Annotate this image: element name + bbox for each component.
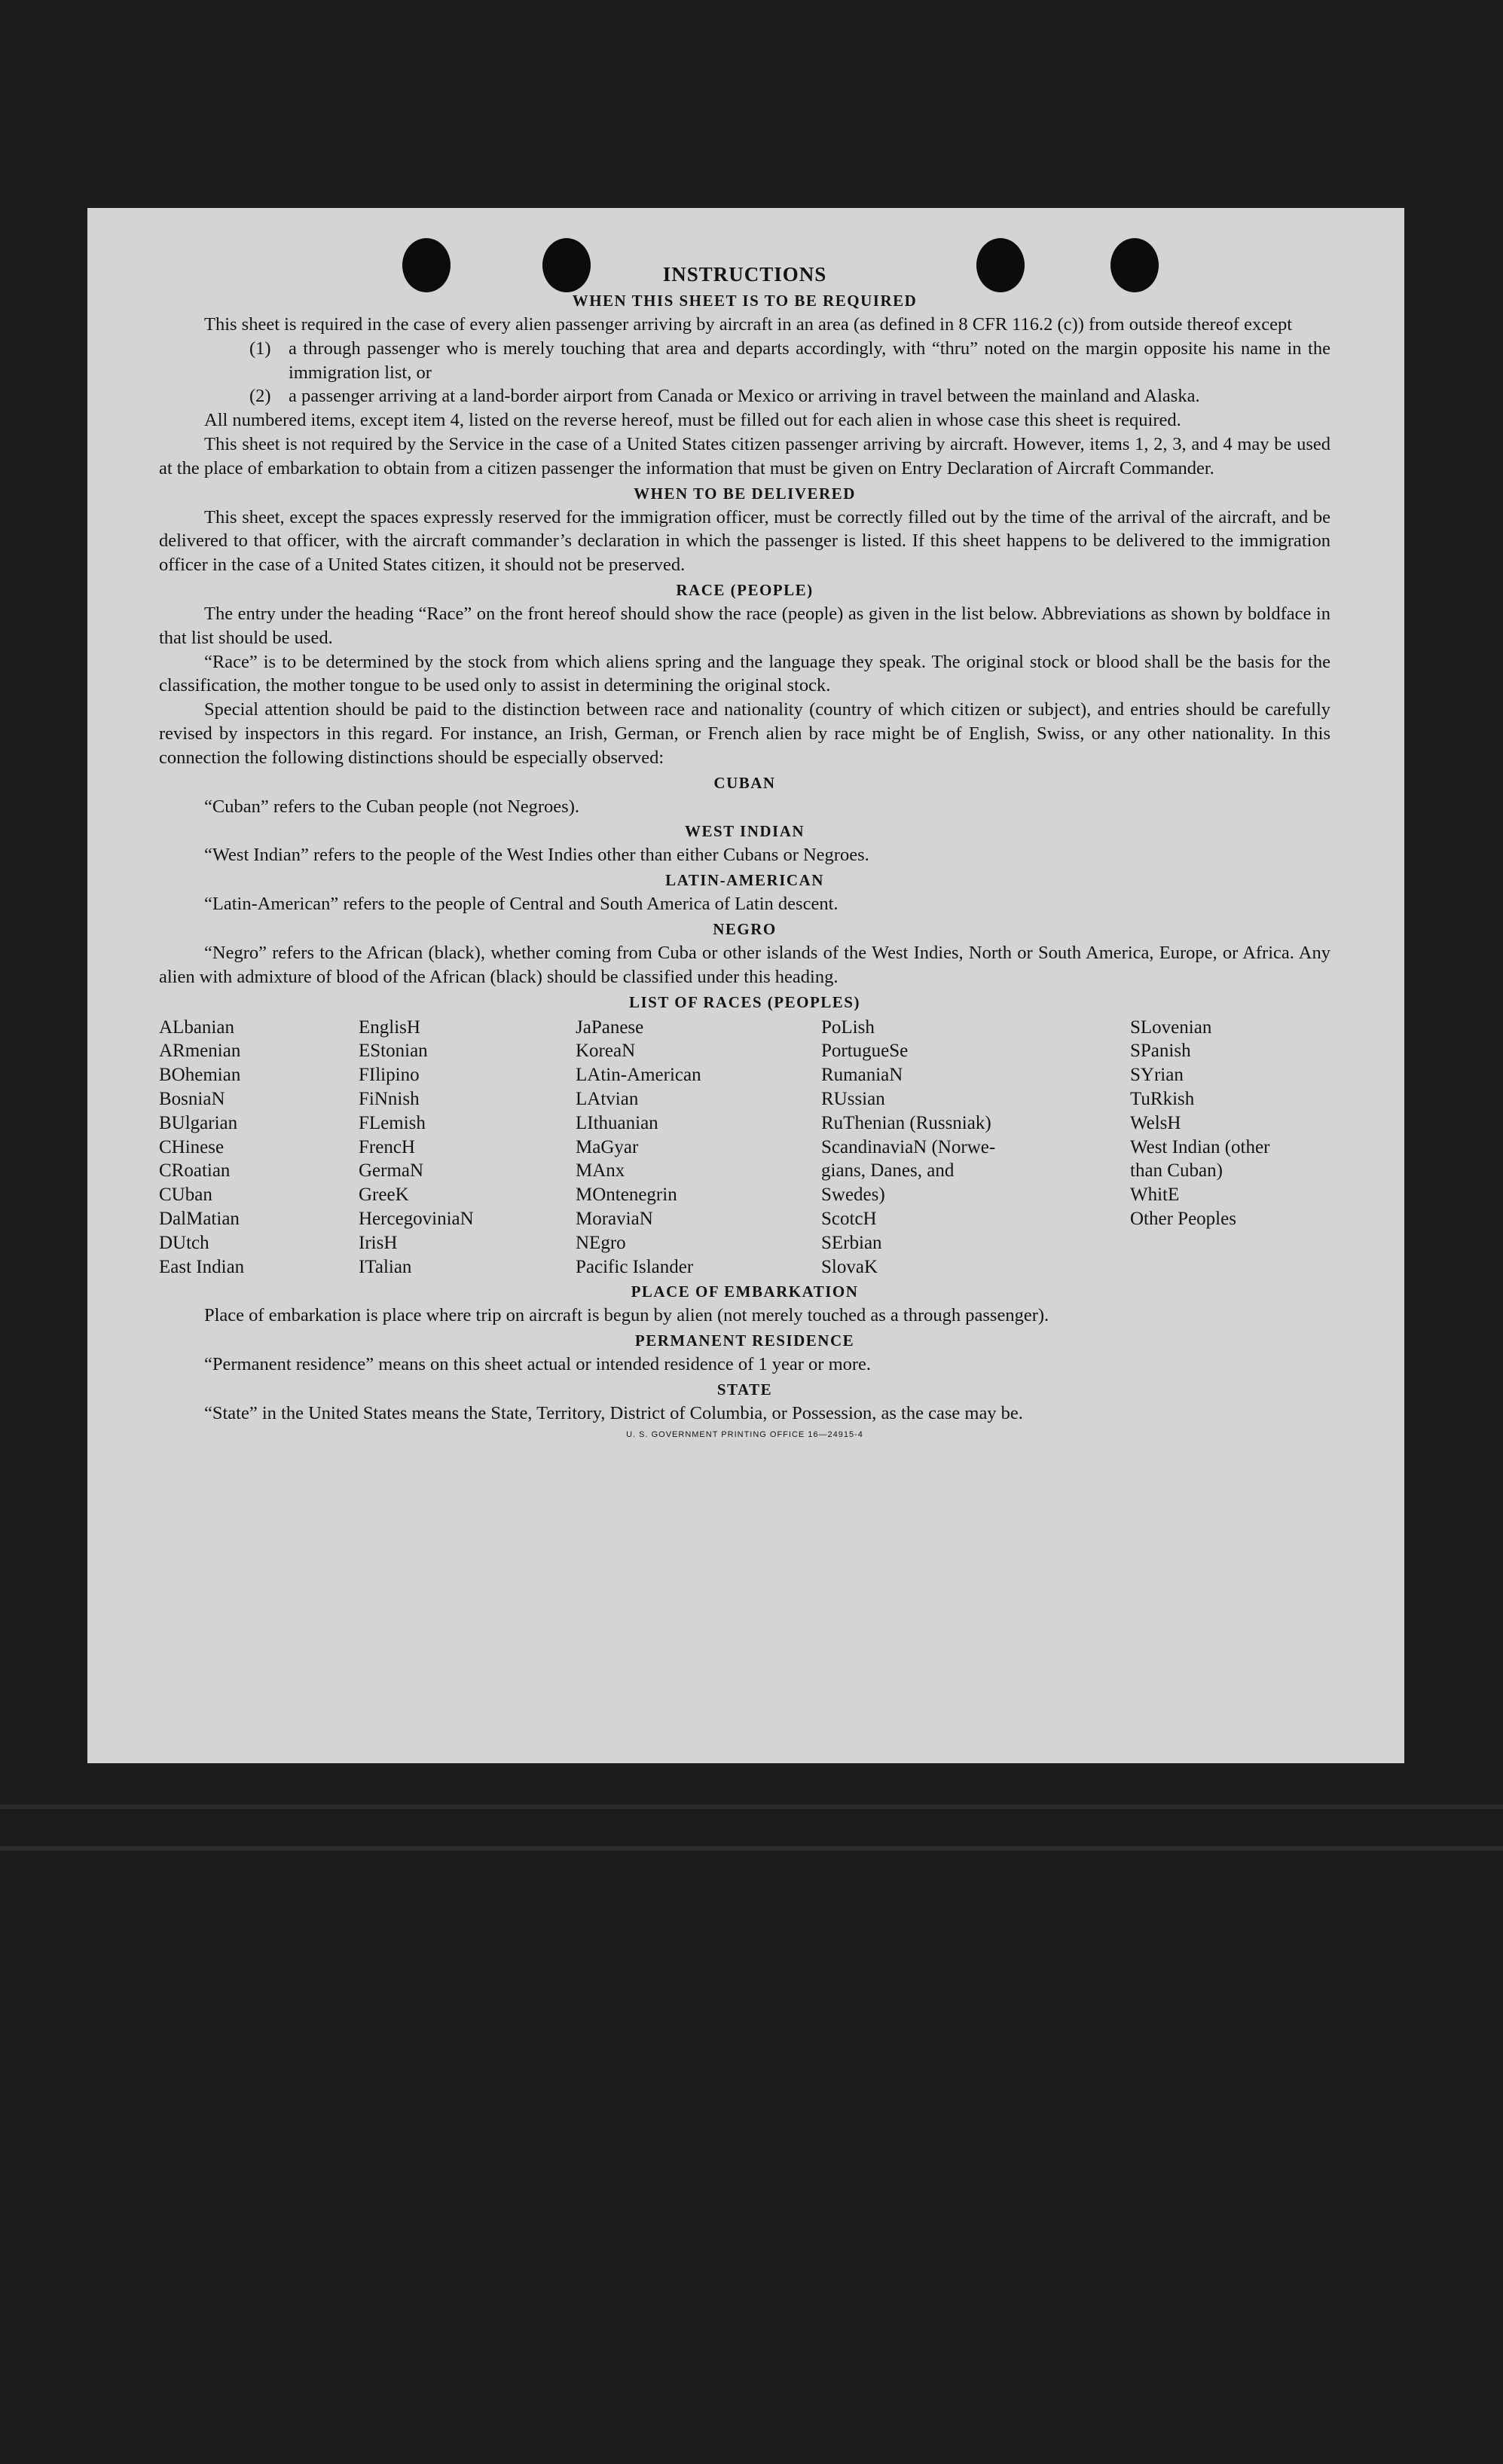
races-list: [159, 1016, 1330, 1279]
section-heading: WHEN THIS SHEET IS TO BE REQUIRED: [572, 292, 918, 310]
paragraph: “Cuban” refers to the Cuban people (not Negroes).: [204, 796, 579, 817]
race-entry: DUtch: [159, 1232, 209, 1253]
race-entry: SErbian: [821, 1232, 882, 1253]
races-heading: LIST OF RACES (PEOPLES): [629, 992, 860, 1011]
race-entry: BUlgarian: [159, 1112, 238, 1133]
race-entry: Other Peoples: [1130, 1208, 1236, 1229]
section-heading: STATE: [716, 1380, 773, 1399]
item-number: (2): [249, 386, 271, 407]
section-heading: PLACE OF EMBARKATION: [631, 1282, 859, 1301]
race-entry: ScandinaviaN (Norwe- gians, Danes, and Swedes): [821, 1136, 996, 1206]
race-entry: CHinese: [159, 1136, 225, 1157]
race-entry: SlovaK: [821, 1256, 878, 1277]
item-text: a through passenger who is merely touching that area and departs accordingly, with “thru” noted on the margin opposite his name in the immigration list, or: [289, 338, 1330, 383]
races-column: [359, 1016, 576, 1279]
race-entry: SLovenian: [1130, 1016, 1212, 1038]
race-entry: WhitE: [1130, 1185, 1180, 1206]
race-entry: RuThenian (Russniak): [821, 1112, 991, 1133]
race-entry: MOntenegrin: [576, 1185, 677, 1206]
instructions-text: [159, 261, 1330, 1439]
paragraph: “West Indian” refers to the people of the West Indies other than either Cubans or Negroes.: [204, 845, 869, 866]
race-entry: ScotcH: [821, 1208, 877, 1229]
paragraph: All numbered items, except item 4, listed on the reverse hereof, must be filled out for each alien in whose case this sheet is required.: [204, 410, 1181, 431]
item-number: (1): [249, 338, 271, 359]
race-entry: BOhemian: [159, 1065, 241, 1086]
race-entry: NEgro: [576, 1232, 626, 1253]
race-entry: RUssian: [821, 1088, 885, 1109]
race-entry: MoraviaN: [576, 1208, 653, 1229]
race-entry: ALbanian: [159, 1016, 234, 1038]
paragraph: This sheet is not required by the Service in the case of a United States citizen passenger arriving by aircraft. However, items 1, 2, 3, and 4 may be used at the place of embarkation to obtain from a citizen passenger the information that must be given on Entry Declaration of Aircraft Commander.: [159, 433, 1330, 478]
list-item: [159, 384, 1330, 408]
section-heading: WHEN TO BE DELIVERED: [634, 484, 856, 503]
race-entry: East Indian: [159, 1256, 245, 1277]
race-entry: MAnx: [576, 1160, 625, 1182]
race-entry: KoreaN: [576, 1041, 636, 1062]
race-entry: GreeK: [359, 1185, 409, 1206]
race-entry: PoLish: [821, 1016, 875, 1038]
section-heading: NEGRO: [713, 919, 777, 938]
list-item: [159, 337, 1330, 385]
document-title: INSTRUCTIONS: [662, 263, 827, 286]
race-entry: FrencH: [359, 1136, 415, 1157]
race-entry: IrisH: [359, 1232, 398, 1253]
race-entry: EStonian: [359, 1041, 428, 1062]
printing-office-footer: U. S. GOVERNMENT PRINTING OFFICE 16—24915-4: [626, 1429, 863, 1439]
race-entry: TuRkish: [1130, 1088, 1195, 1109]
race-entry: HercegoviniaN: [359, 1208, 474, 1229]
section-heading: WEST INDIAN: [684, 822, 805, 841]
race-entry: SYrian: [1130, 1065, 1184, 1086]
race-entry: GermaN: [359, 1160, 424, 1182]
race-entry: Pacific Islander: [576, 1256, 694, 1277]
race-entry: JaPanese: [576, 1016, 644, 1038]
paragraph: Special attention should be paid to the distinction between race and nationality (country of which citizen or subject), and entries should be carefully revised by inspectors in this regard. For instance, an Irish, German, or French alien by race might be of English, Swiss, or any other nationality. In this connection the following distinctions should be especially observed:: [159, 699, 1330, 768]
paragraph: “Permanent residence” means on this sheet actual or intended residence of 1 year or more.: [204, 1354, 872, 1375]
section-heading: CUBAN: [713, 773, 776, 792]
paragraph: This sheet is required in the case of every alien passenger arriving by aircraft in an area (as defined in 8 CFR 116.2 (c)) from outside thereof except: [204, 314, 1293, 335]
races-column: [576, 1016, 821, 1279]
race-entry: PortugueSe: [821, 1041, 909, 1062]
section-heading: LATIN-AMERICAN: [665, 871, 824, 890]
races-column: [821, 1016, 1130, 1279]
paragraph: “Latin-American” refers to the people of Central and South America of Latin descent.: [204, 894, 839, 915]
race-entry: EnglisH: [359, 1016, 420, 1038]
instruction-sheet: [87, 208, 1404, 1763]
race-entry: WelsH: [1130, 1112, 1181, 1133]
races-column: [159, 1016, 359, 1279]
section-heading: PERMANENT RESIDENCE: [634, 1331, 855, 1350]
paragraph: This sheet, except the spaces expressly reserved for the immigration officer, must be correctly filled out by the time of the arrival of the aircraft, and be delivered to that officer, with the aircraft commander’s declaration in which the passenger is listed. If this sheet happens to be delivered to the immigration officer in the case of a United States citizen, it should not be preserved.: [159, 506, 1330, 576]
race-entry: LAtvian: [576, 1088, 639, 1109]
paragraph: “Race” is to be determined by the stock from which aliens spring and the language they speak. The original stock or blood shall be the basis for the classification, the mother tongue to be used only to assist in determining the original stock.: [159, 651, 1330, 696]
item-text: a passenger arriving at a land-border airport from Canada or Mexico or arriving in travel between the mainland and Alaska.: [289, 386, 1200, 407]
race-entry: ARmenian: [159, 1041, 241, 1062]
race-entry: RumaniaN: [821, 1065, 903, 1086]
paragraph: “State” in the United States means the State, Territory, District of Columbia, or Possession, as the case may be.: [204, 1402, 1023, 1423]
race-entry: FiNnish: [359, 1088, 420, 1109]
race-entry: BosniaN: [159, 1088, 225, 1109]
race-entry: LAtin-American: [576, 1065, 701, 1086]
race-entry: LIthuanian: [576, 1112, 658, 1133]
race-entry: MaGyar: [576, 1136, 639, 1157]
paragraph: “Negro” refers to the African (black), whether coming from Cuba or other islands of the West Indies, North or South America, Europe, or Africa. Any alien with admixture of blood of the African (black) should be classified under this heading.: [159, 942, 1330, 987]
races-column: [1130, 1016, 1330, 1279]
race-entry: DalMatian: [159, 1208, 240, 1229]
race-entry: CRoatian: [159, 1160, 231, 1182]
race-entry: ITalian: [359, 1256, 412, 1277]
paragraph: Place of embarkation is place where trip on aircraft is begun by alien (not merely touched as a through passenger).: [204, 1305, 1049, 1326]
paragraph: The entry under the heading “Race” on the front hereof should show the race (people) as given in the list below. Abbreviations as shown by boldface in that list should be used.: [159, 603, 1330, 648]
race-entry: FIlipino: [359, 1065, 420, 1086]
section-heading: RACE (PEOPLE): [676, 580, 814, 599]
race-entry: FLemish: [359, 1112, 426, 1133]
race-entry: SPanish: [1130, 1041, 1191, 1062]
race-entry: CUban: [159, 1185, 212, 1206]
race-entry: West Indian (other than Cuban): [1130, 1136, 1270, 1182]
